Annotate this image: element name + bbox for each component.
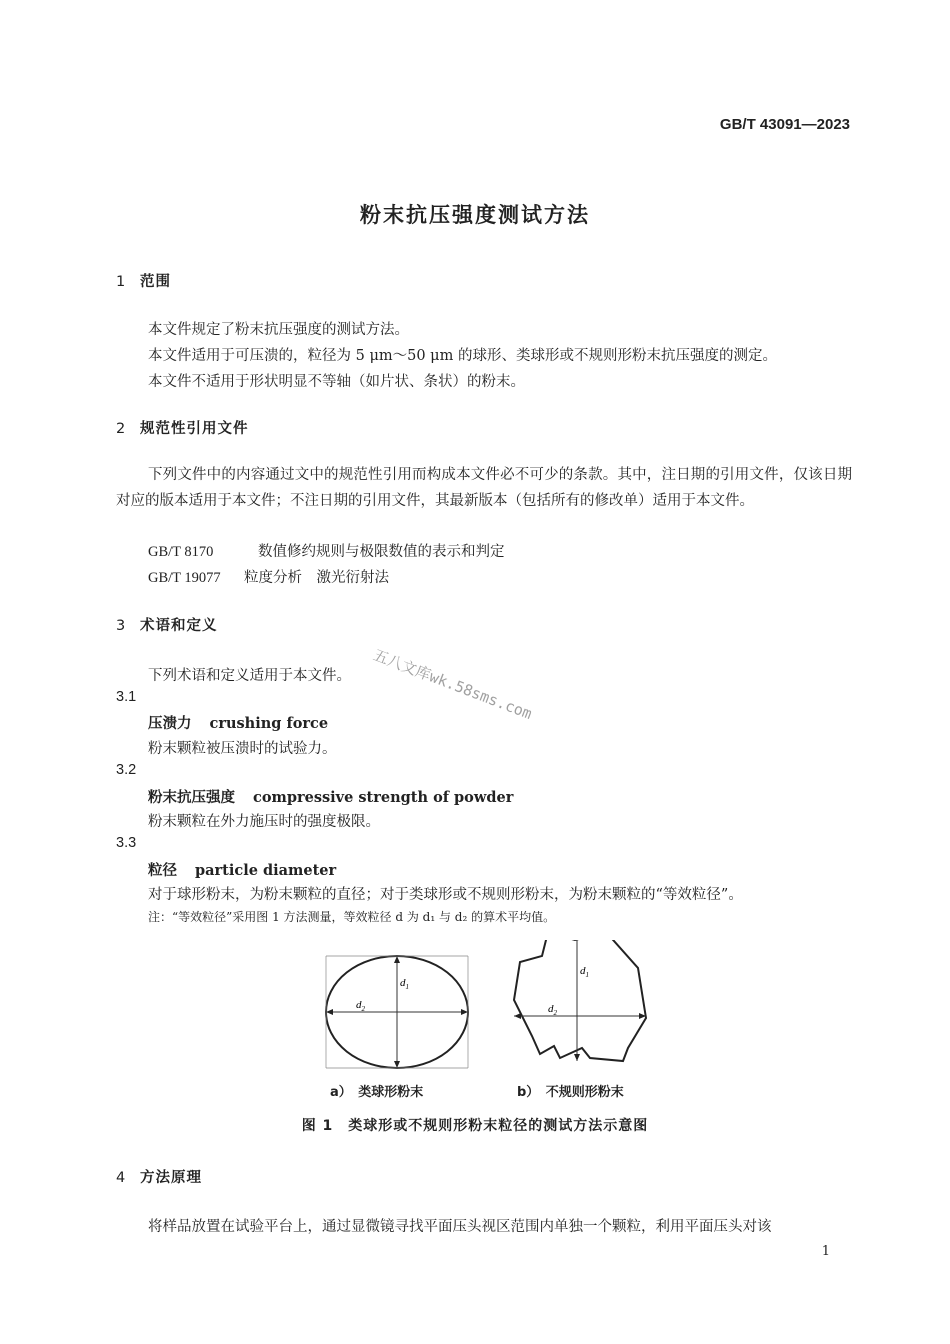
section-number: 1 <box>116 274 127 290</box>
term-heading <box>148 712 328 733</box>
arrow-head <box>514 1013 521 1019</box>
polygon-outline <box>514 940 646 1061</box>
term-en: crushing force <box>209 715 329 732</box>
paragraph: 将样品放置在试验平台上，通过显微镜寻找平面压头视区范围内单独一个颗粒，利用平面压头对该 <box>148 1219 772 1235</box>
section-title: 方法原理 <box>140 1170 202 1186</box>
arrow-head <box>326 1009 333 1015</box>
watermark: 五八文库wk.58sms.com <box>370 645 535 724</box>
term-zh: 粉末抗压强度 <box>148 789 235 806</box>
standard-number: GB/T 43091—2023 <box>719 116 850 133</box>
section-4-heading <box>116 1166 202 1187</box>
label-d1: $d_1$ <box>580 965 589 979</box>
reference-code: GB/T 8170 <box>148 544 214 560</box>
figure-sub-caption-a: a） 类球形粉末 <box>330 1085 424 1100</box>
paragraph: 本文件适用于可压溃的，粒径为 5 μm～50 μm 的球形、类球形或不规则形粉末抗压强度的测定。 <box>148 348 777 364</box>
section-title: 规范性引用文件 <box>140 421 249 437</box>
paragraph: 本文件不适用于形状明显不等轴（如片状、条状）的粉末。 <box>148 374 525 390</box>
term-definition: 粉末颗粒在外力施压时的强度极限。 <box>148 814 380 830</box>
section-1-heading <box>116 270 171 291</box>
label-d1: $d_1$ <box>400 977 409 991</box>
term-zh: 粒径 <box>148 862 177 879</box>
note: 注：“等效粒径”采用图 1 方法测量，等效粒径 d 为 d₁ 与 d₂ 的算术平均值。 <box>148 910 556 924</box>
arrow-head <box>461 1009 468 1015</box>
figure-caption: 图 1 类球形或不规则形粉末粒径的测试方法示意图 <box>301 1118 649 1134</box>
term-definition: 粉末颗粒被压溃时的试验力。 <box>148 741 337 757</box>
paragraph: 本文件规定了粉末抗压强度的测试方法。 <box>148 322 409 338</box>
irregular-particle-diagram <box>514 940 646 1061</box>
section-number: 4 <box>116 1170 127 1186</box>
reference-item <box>148 540 505 561</box>
spherical-particle-diagram <box>326 956 468 1068</box>
paragraph: 下列文件中的内容通过文中的规范性引用而构成本文件必不可少的条款。其中，注日期的引用文件，仅该日期对应的版本适用于本文件；不注日期的引用文件，其最新版本（包括所有的修改单）适用于本文件。 <box>116 467 852 509</box>
term-definition: 对于球形粉末，为粉末颗粒的直径；对于类球形或不规则形粉末，为粉末颗粒的“等效粒径”。 <box>148 887 743 903</box>
figure-sub-caption-b: b） 不规则形粉末 <box>517 1085 624 1100</box>
clause-number: 3.1 <box>116 689 137 705</box>
section-3-heading <box>116 614 218 635</box>
arrow-head <box>394 956 400 963</box>
clause-number: 3.2 <box>116 762 137 778</box>
term-en: particle diameter <box>195 862 337 879</box>
section-number: 3 <box>116 618 127 634</box>
label-d2: $d_2$ <box>356 999 365 1013</box>
section-number: 2 <box>116 421 127 437</box>
section-2-heading <box>116 417 249 438</box>
section-title: 术语和定义 <box>140 618 218 634</box>
paragraph: 下列术语和定义适用于本文件。 <box>148 668 351 684</box>
reference-title: 粒度分析 激光衍射法 <box>244 570 389 586</box>
term-en: compressive strength of powder <box>253 789 514 806</box>
page-number: 1 <box>821 1244 830 1259</box>
clause-number: 3.3 <box>116 835 137 851</box>
section-title: 范围 <box>140 274 171 290</box>
term-heading <box>148 786 513 807</box>
arrow-head <box>574 1054 580 1061</box>
term-zh: 压溃力 <box>148 715 192 732</box>
reference-title: 数值修约规则与极限数值的表示和判定 <box>258 544 505 560</box>
document-title: 粉末抗压强度测试方法 <box>360 203 590 227</box>
reference-item <box>148 566 389 587</box>
arrow-head <box>394 1061 400 1068</box>
term-heading <box>148 859 336 880</box>
reference-code: GB/T 19077 <box>148 570 221 586</box>
label-d2: $d_2$ <box>548 1003 557 1017</box>
